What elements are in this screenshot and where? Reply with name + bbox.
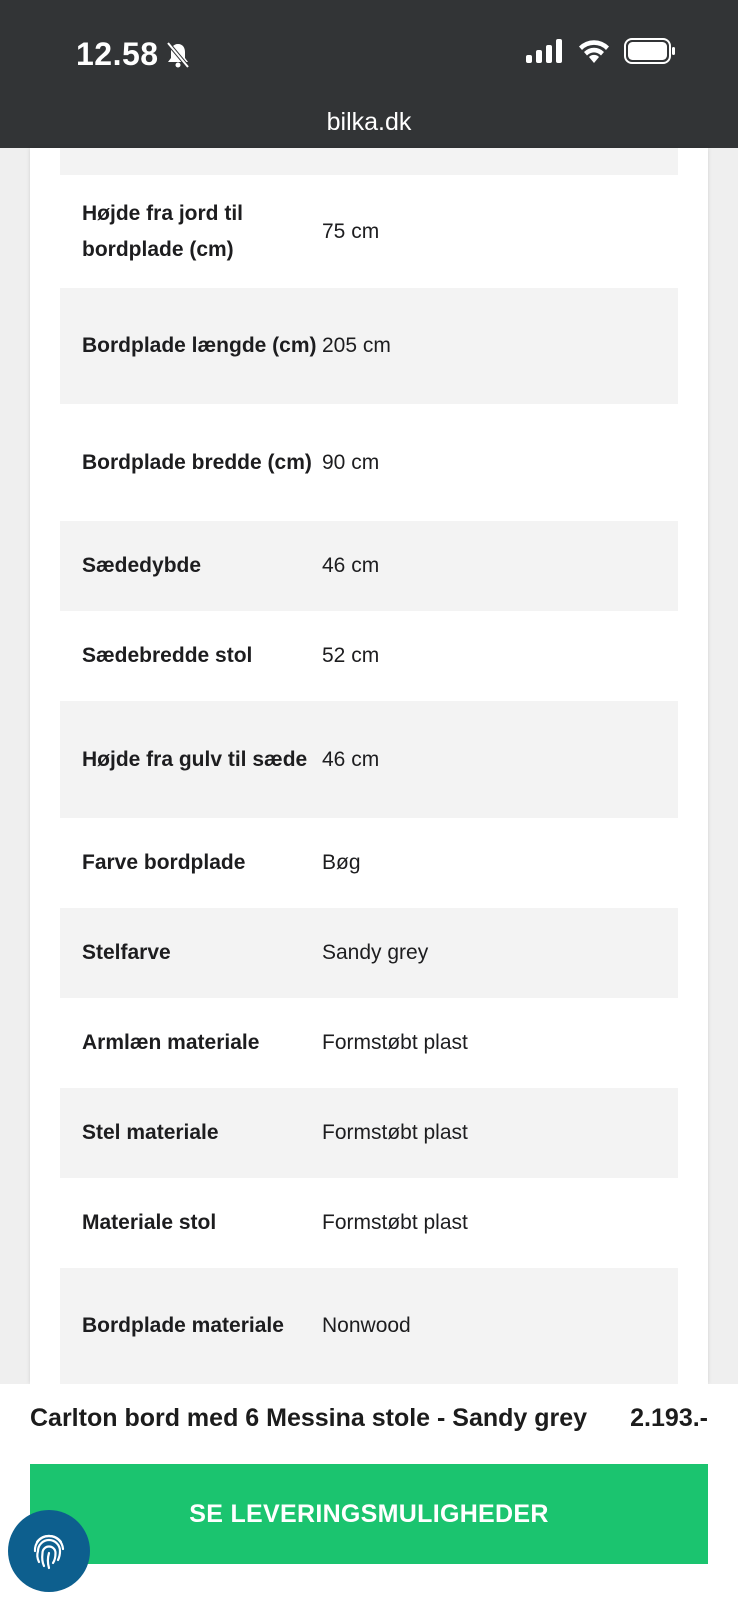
spec-row (60, 175, 678, 288)
spec-row (60, 1178, 678, 1268)
spec-label: Sædebredde stol (82, 644, 253, 667)
spec-label: Højde fra gulv til sæde (82, 747, 308, 771)
spec-label: Materiale stol (82, 1211, 217, 1234)
product-price: 2.193.- (630, 1404, 708, 1432)
battery-icon (624, 38, 676, 64)
spec-value: Formstøbt plast (322, 1031, 468, 1054)
spec-label: Stel materiale (82, 1121, 219, 1144)
spec-label: Stelfarve (82, 941, 171, 964)
spec-row (60, 1268, 678, 1384)
spec-value: Bøg (322, 851, 361, 874)
spec-row (60, 404, 678, 521)
spec-row (60, 908, 678, 998)
spec-row (60, 288, 678, 404)
browser-url[interactable]: bilka.dk (326, 108, 412, 136)
time-text: 12.58 (76, 36, 159, 72)
spec-value: 90 cm (322, 450, 380, 474)
wifi-icon (578, 39, 610, 63)
status-bar (0, 0, 738, 148)
spec-row (60, 998, 678, 1088)
spec-value: Sandy grey (322, 941, 429, 964)
fingerprint-icon (32, 1532, 66, 1570)
spec-label: Bordplade materiale (82, 1314, 284, 1337)
spec-label: Armlæn materiale (82, 1031, 260, 1054)
spec-label: Farve bordplade (82, 851, 246, 874)
spec-value: 205 cm (322, 334, 391, 357)
spec-value: 75 cm (322, 219, 380, 243)
spec-value: 46 cm (322, 554, 380, 577)
spec-row (60, 818, 678, 908)
spec-row (60, 1088, 678, 1178)
spec-label: Bordplade bredde (cm) (82, 450, 312, 474)
spec-row (60, 701, 678, 818)
cookie-consent-button[interactable] (8, 1510, 90, 1592)
cellular-signal-icon (526, 39, 564, 63)
spec-label: Sædedybde (82, 554, 202, 577)
spec-row (60, 611, 678, 701)
specifications-table (60, 148, 678, 1384)
spec-row (60, 521, 678, 611)
status-time (76, 36, 191, 73)
spec-value: Formstøbt plast (322, 1211, 468, 1234)
status-icons (526, 38, 676, 64)
spec-row (60, 148, 678, 175)
spec-value: 46 cm (322, 747, 380, 771)
delivery-options-button[interactable]: SE LEVERINGSMULIGHEDER (30, 1464, 708, 1564)
sticky-purchase-bar (0, 1384, 738, 1600)
spec-value: 52 cm (322, 644, 380, 667)
spec-label: Højde fra jord til bordplade (cm) (82, 201, 244, 261)
specifications-card (30, 148, 708, 1384)
bell-slash-icon (165, 41, 191, 69)
spec-value: Formstøbt plast (322, 1121, 468, 1144)
spec-label: Bordplade længde (cm) (82, 334, 317, 357)
spec-value: Nonwood (322, 1314, 411, 1337)
product-title: Carlton bord med 6 Messina stole - Sandy grey (30, 1404, 588, 1432)
